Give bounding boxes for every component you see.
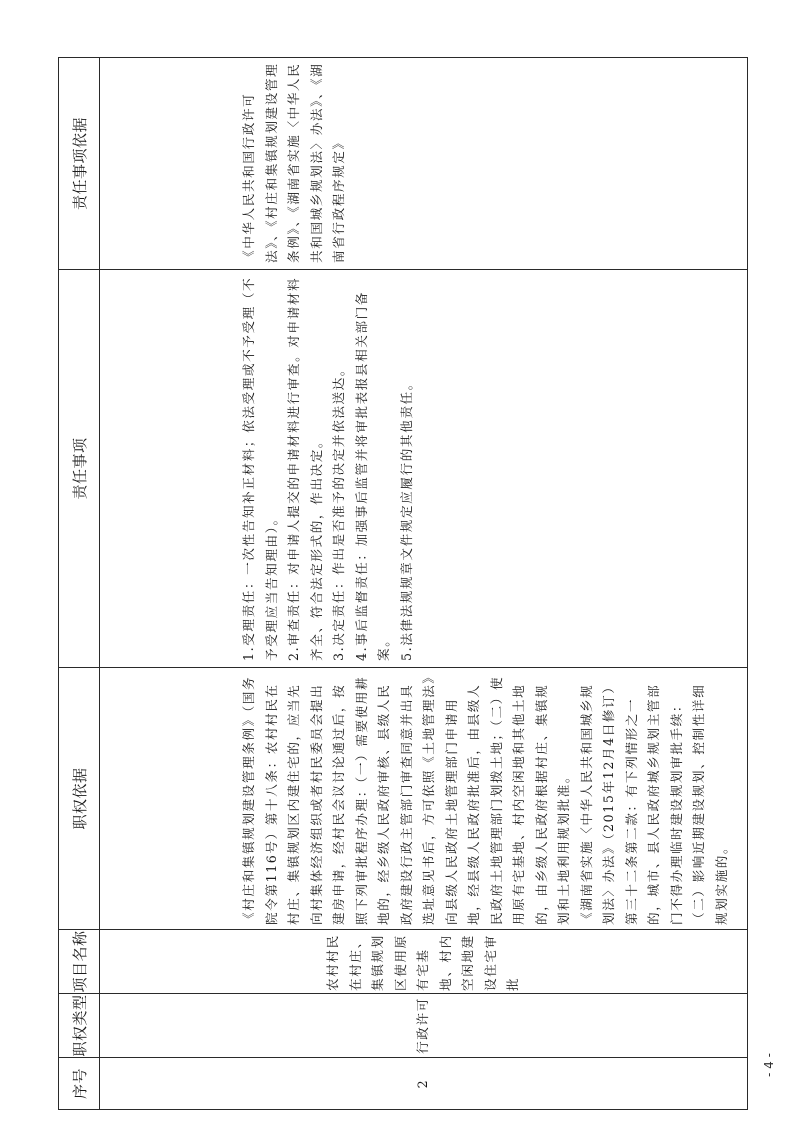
header-row xyxy=(59,58,100,1110)
cell-type: 行政许可 xyxy=(100,994,748,1058)
table-row xyxy=(100,58,748,1110)
responsibility-item: 4.事后监督责任：加强事后监管并将审批表报县相关部门备案。 xyxy=(353,290,391,661)
header-type: 职权类型 xyxy=(59,994,100,1058)
cell-dependency: 《中华人民共和国行政许可法》、《村庄和集镇规划建设管理条例》、《湖南省实施〈中华人民共和国城乡规划法〉办法》、《湖南省行政程序规定》 xyxy=(100,58,748,270)
cell-name: 农村村民在村庄、集镇规划区使用原有宅基地、村内空闲地建设住宅审批 xyxy=(100,930,748,994)
responsibility-item: 1.受理责任：一次性告知补正材料；依法受理或不予受理（不予受理应当告知理由）。 xyxy=(241,276,279,661)
basis-paragraph: 《村庄和集镇规划建设管理条例》（国务院令第116号）第十八条：农村村民在村庄、集镇规划区内建住宅的，应当先向村集体经济组织或者村民委员会提出建房申请，经村民会议讨论通过后，按照下列审批程序办理：（一）需要使用耕地的，经乡级人民政府审核、县级人民政府建设行政主管部门审查同意并出具选址意见书后，方可依照《土地管理法》向县级人民政府土地管理部门申请用地，经县级人民政府批准后，由县级人民政府土地管理部门划拨土地；（二）使用原有宅基地、村内空闲地和其他土地的，由乡级人民政府根据村庄、集镇规划和土地利用规划批准。 xyxy=(241,675,571,925)
rotated-table-sheet xyxy=(58,58,748,1110)
authority-table xyxy=(58,57,748,1110)
cell-no: 2 xyxy=(100,1058,748,1110)
page-number: - 4 - xyxy=(762,1053,776,1077)
responsibility-item: 5.法律法规规章文件规定应履行的其他责任。 xyxy=(398,376,414,661)
header-no: 序号 xyxy=(59,1058,100,1110)
cell-basis xyxy=(100,668,748,930)
header-basis: 职权依据 xyxy=(59,668,100,930)
responsibility-item: 3.决定责任：作出是否准予的决定并依法送达。 xyxy=(331,361,346,661)
header-name: 项目名称 xyxy=(59,930,100,994)
header-responsibility: 责任事项 xyxy=(59,270,100,668)
cell-responsibility xyxy=(100,270,748,668)
header-dependency: 责任事项依据 xyxy=(59,58,100,270)
responsibility-item: 2.审查责任：对申请人提交的申请材料进行审查。对申请材料齐全、符合法定形式的，作出决定。 xyxy=(286,276,324,661)
basis-paragraph: 《湖南省实施〈中华人民共和国城乡规划法〉办法》（2015年12月4日修订）第三十二条第二款：有下列情形之一的，城市、县人民政府城乡规划主管部门不得办理临时建设规划审批手续：（二）影响近期建设规划、控制性详细规划实施的。 xyxy=(578,679,729,925)
